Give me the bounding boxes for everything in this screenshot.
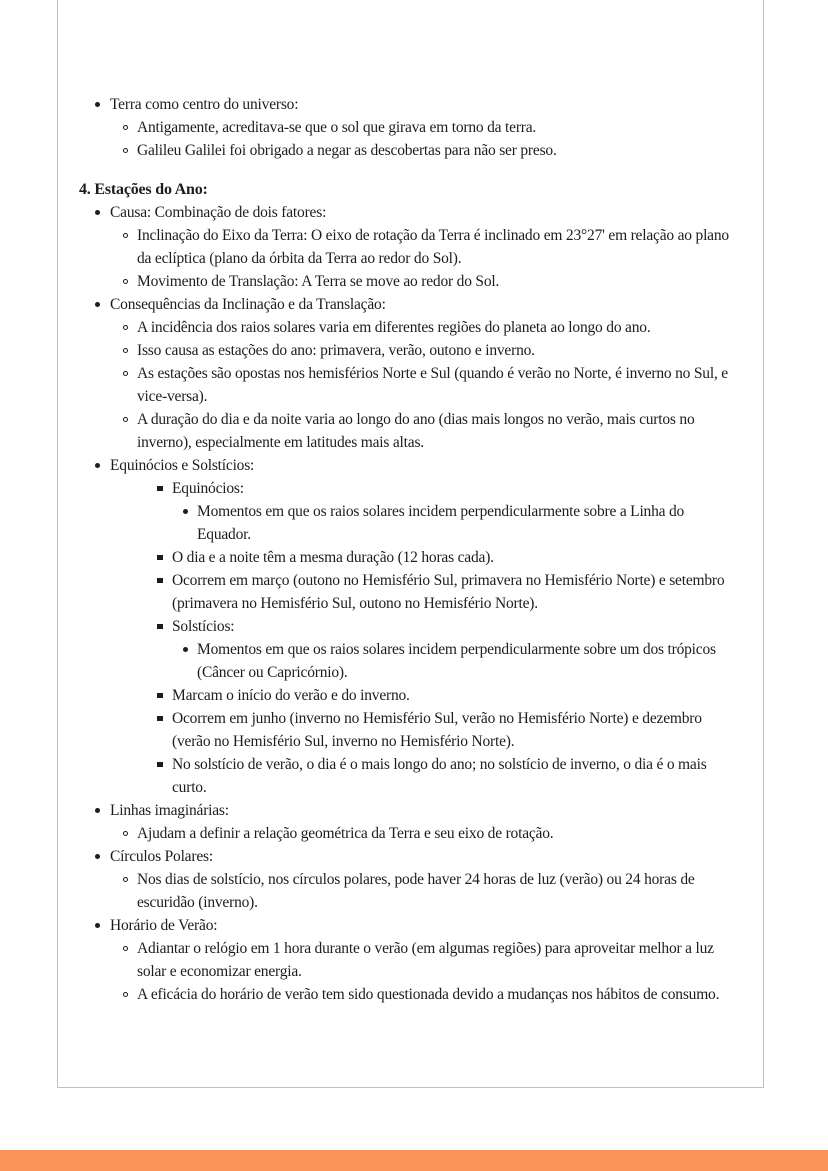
bullet-disc-icon [95, 808, 100, 813]
bullet-disc-icon [95, 102, 100, 107]
list-item [79, 93, 740, 116]
list-item-text: Marcam o início do verão e do inverno. [172, 687, 410, 704]
list-item-text: Antigamente, acreditava-se que o sol que girava em torno da terra. [137, 119, 537, 136]
bullet-circle-icon [123, 148, 128, 153]
bullet-square-icon [157, 693, 163, 699]
list-item-text: Horário de Verão: [110, 917, 218, 934]
list-item [79, 753, 740, 799]
bullet-circle-icon [123, 348, 128, 353]
bullet-disc-icon [95, 302, 100, 307]
footer-accent-bar [0, 1150, 828, 1171]
bullet-square-icon [157, 486, 163, 492]
list-item [79, 362, 740, 408]
list-item-text: Linhas imaginárias: [110, 802, 229, 819]
list-item-text: Ajudam a definir a relação geométrica da Terra e seu eixo de rotação. [137, 825, 554, 842]
bullet-square-icon [157, 716, 163, 722]
bullet-disc-icon [95, 854, 100, 859]
list-item [79, 116, 740, 139]
list-item-text: Círculos Polares: [110, 848, 213, 865]
list-item [79, 569, 740, 615]
list-item-text: No solstício de verão, o dia é o mais longo do ano; no solstício de inverno, o dia é o mais curto. [172, 756, 707, 796]
list-item [79, 224, 740, 270]
list-item-text: Equinócios e Solstícios: [110, 457, 255, 474]
list-item [79, 201, 740, 224]
list-item-text: As estações são opostas nos hemisférios Norte e Sul (quando é verão no Norte, é inverno no Sul, e vice-versa). [137, 365, 728, 405]
list-item [79, 408, 740, 454]
list-item [79, 454, 740, 477]
bullet-circle-icon [123, 279, 128, 284]
bullet-circle-icon [123, 877, 128, 882]
list-item [79, 270, 740, 293]
bullet-disc-icon [95, 210, 100, 215]
list-item [79, 293, 740, 316]
section-heading: 4. Estações do Ano: [79, 181, 208, 198]
list-item-text: Ocorrem em junho (inverno no Hemisfério Sul, verão no Hemisfério Norte) e dezembro (verão no Hemisfério Sul, inverno no Hemisfério Norte). [172, 710, 702, 750]
bullet-square-icon [157, 762, 163, 768]
list-item-text: Galileu Galilei foi obrigado a negar as descobertas para não ser preso. [137, 142, 557, 159]
list-item [79, 500, 740, 546]
list-item [79, 914, 740, 937]
bullet-disc-icon [183, 509, 188, 514]
list-item-text: Solstícios: [172, 618, 235, 635]
list-item-text: A incidência dos raios solares varia em diferentes regiões do planeta ao longo do ano. [137, 319, 651, 336]
seasons-list [79, 201, 740, 1006]
list-item-text: Terra como centro do universo: [110, 96, 299, 113]
list-item [79, 845, 740, 868]
list-item [79, 316, 740, 339]
list-item-text: O dia e a noite têm a mesma duração (12 horas cada). [172, 549, 494, 566]
list-item-text: Movimento de Translação: A Terra se move ao redor do Sol. [137, 273, 500, 290]
content-card [57, 0, 764, 1088]
list-item [79, 799, 740, 822]
bullet-circle-icon [123, 325, 128, 330]
bullet-circle-icon [123, 371, 128, 376]
intro-list [79, 93, 740, 162]
list-item [79, 546, 740, 569]
list-item [79, 822, 740, 845]
list-item-text: A eficácia do horário de verão tem sido questionada devido a mudanças nos hábitos de consumo. [137, 986, 720, 1003]
bullet-circle-icon [123, 233, 128, 238]
bullet-circle-icon [123, 946, 128, 951]
list-item-text: Equinócios: [172, 480, 244, 497]
list-item [79, 615, 740, 638]
list-item [79, 339, 740, 362]
bullet-square-icon [157, 624, 163, 630]
bullet-disc-icon [95, 923, 100, 928]
list-item [79, 868, 740, 914]
list-item-text: Consequências da Inclinação e da Translação: [110, 296, 386, 313]
bullet-circle-icon [123, 992, 128, 997]
bullet-square-icon [157, 578, 163, 584]
bullet-disc-icon [95, 463, 100, 468]
bullet-circle-icon [123, 417, 128, 422]
list-item-text: A duração do dia e da noite varia ao longo do ano (dias mais longos no verão, mais curtos no inverno), especialmente em latitudes mais altas. [137, 411, 695, 451]
list-item-text: Adiantar o relógio em 1 hora durante o verão (em algumas regiões) para aproveitar melhor a luz solar e economizar energia. [137, 940, 714, 980]
list-item-text: Causa: Combinação de dois fatores: [110, 204, 327, 221]
list-item-text: Nos dias de solstício, nos círculos polares, pode haver 24 horas de luz (verão) ou 24 horas de escuridão (inverno). [137, 871, 695, 911]
list-item [79, 983, 740, 1006]
list-item [79, 638, 740, 684]
list-item [79, 477, 740, 500]
list-item-text: Momentos em que os raios solares incidem perpendicularmente sobre a Linha do Equador. [197, 503, 685, 543]
notes-content [58, 0, 763, 1006]
list-item-text: Momentos em que os raios solares incidem perpendicularmente sobre um dos trópicos (Câncer ou Capricórnio). [197, 641, 716, 681]
bullet-circle-icon [123, 125, 128, 130]
bullet-circle-icon [123, 831, 128, 836]
list-item [79, 684, 740, 707]
list-item-text: Inclinação do Eixo da Terra: O eixo de rotação da Terra é inclinado em 23°27' em relação ao plano da eclíptica (plano da órbita da Terra ao redor do Sol). [137, 227, 729, 267]
bullet-square-icon [157, 555, 163, 561]
bullet-disc-icon [183, 647, 188, 652]
list-item-text: Ocorrem em março (outono no Hemisfério Sul, primavera no Hemisfério Norte) e setembro (primavera no Hemisfério Sul, outono no Hemisfério Norte). [172, 572, 725, 612]
list-item [79, 707, 740, 753]
list-item [79, 937, 740, 983]
list-item [79, 139, 740, 162]
list-item-text: Isso causa as estações do ano: primavera, verão, outono e inverno. [137, 342, 535, 359]
